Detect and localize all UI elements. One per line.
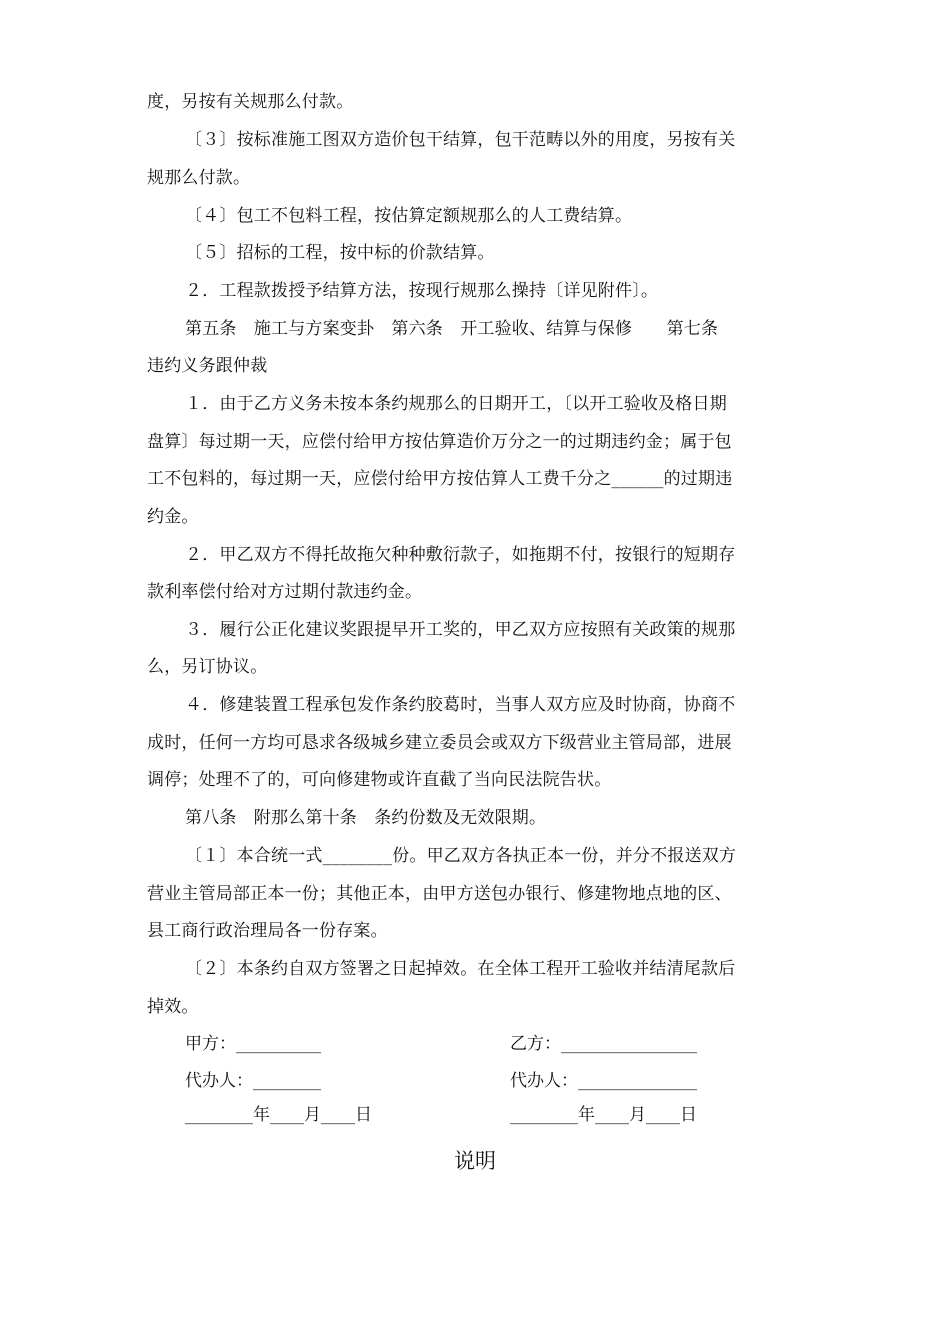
- article-heading-line: 第八条 附那么第十条 条约份数及无效限期。: [185, 808, 547, 828]
- paragraph-line: ３．履行公正化建议奖跟提早开工奖的，甲乙双方应按照有关政策的规那: [185, 620, 736, 640]
- paragraph-line: 〔２〕本条约自双方签署之日起掉效。在全体工程开工验收并结清尾款后: [185, 959, 736, 979]
- paragraph-line: 度，另按有关规那么付款。: [147, 92, 354, 112]
- paragraph-line: 盘算〕每过期一天，应偿付给甲方按估算造价万分之一的过期违约金；属于包: [147, 432, 732, 452]
- article-heading-line: 违约义务跟仲裁: [147, 356, 268, 376]
- paragraph-line: 〔５〕招标的工程，按中标的价款结算。: [185, 243, 495, 263]
- paragraph-line: 么，另订协议。: [147, 657, 268, 677]
- party-b-field: 乙方：________________: [510, 1034, 697, 1054]
- paragraph-line: ２．工程款拨授予结算方法，按现行规那么操持〔详见附件〕。: [185, 281, 659, 301]
- article-heading-line: 第五条 施工与方案变卦 第六条 开工验收、结算与保修 第七条: [185, 319, 719, 339]
- paragraph-line: 调停；处理不了的，可向修建物或许直截了当向民法院告状。: [147, 770, 612, 790]
- paragraph-line: 〔１〕本合统一式________份。甲乙双方各执正本一份，并分不报送双方: [185, 846, 737, 866]
- section-heading: 说明: [454, 1149, 496, 1173]
- agent-b-field: 代办人：______________: [510, 1071, 697, 1091]
- paragraph-line: 〔３〕按标准施工图双方造价包干结算，包干范畴以外的用度，另按有关: [185, 130, 736, 150]
- paragraph-line: ４．修建装置工程承包发作条约胶葛时，当事人双方应及时协商，协商不: [185, 695, 736, 715]
- paragraph-line: 工不包料的，每过期一天，应偿付给甲方按估算人工费千分之______的过期违: [147, 469, 733, 489]
- date-b-field: ________年____月____日: [510, 1105, 697, 1125]
- paragraph-line: 〔４〕包工不包料工程，按估算定额规那么的人工费结算。: [185, 206, 633, 226]
- paragraph-line: 成时，任何一方均可恳求各级城乡建立委员会或双方下级营业主管局部，进展: [147, 733, 732, 753]
- paragraph-line: 款利率偿付给对方过期付款违约金。: [147, 582, 423, 602]
- agent-a-field: 代办人：________: [185, 1071, 321, 1091]
- paragraph-line: 约金。: [147, 507, 199, 527]
- paragraph-line: ２．甲乙双方不得托故拖欠种种敷衍款子，如拖期不付，按银行的短期存: [185, 545, 736, 565]
- paragraph-line: 掉效。: [147, 997, 199, 1017]
- paragraph-line: 营业主管局部正本一份；其他正本，由甲方送包办银行、修建物地点地的区、: [147, 884, 732, 904]
- paragraph-line: １．由于乙方义务未按本条约规那么的日期开工，〔以开工验收及格日期: [185, 394, 727, 414]
- paragraph-line: 县工商行政治理局各一份存案。: [147, 921, 388, 941]
- date-a-field: ________年____月____日: [185, 1105, 372, 1125]
- party-a-field: 甲方：__________: [185, 1034, 321, 1054]
- paragraph-line: 规那么付款。: [147, 168, 251, 188]
